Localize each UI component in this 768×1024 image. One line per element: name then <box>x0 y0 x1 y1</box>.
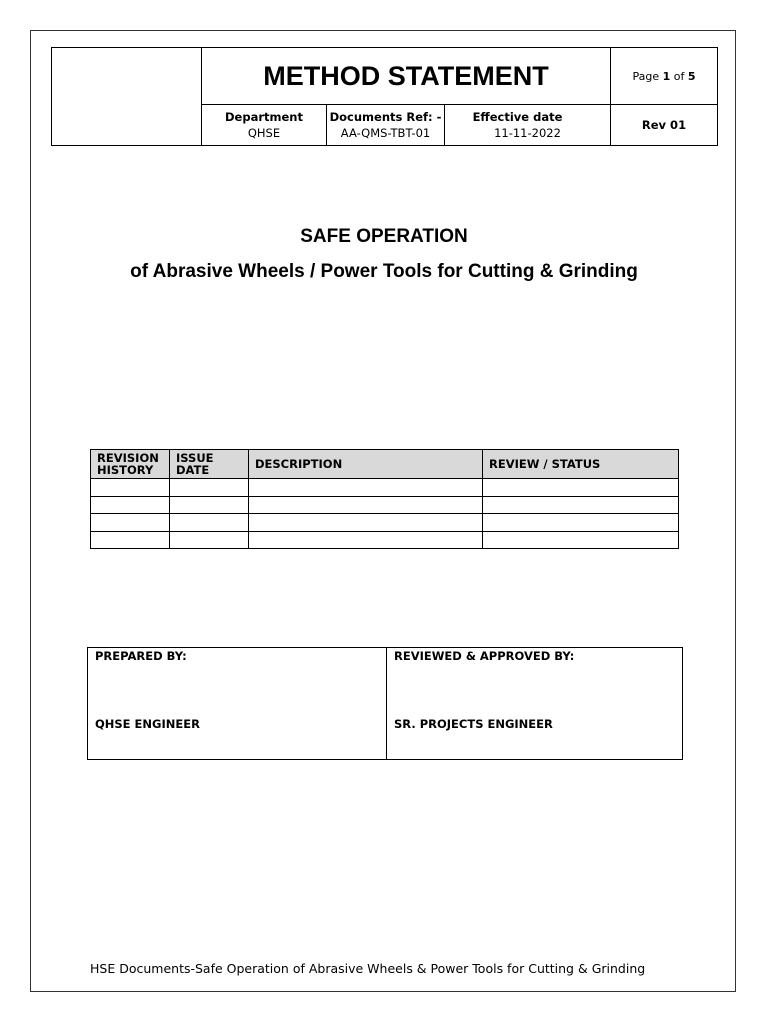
page-indicator <box>611 48 718 105</box>
table-cell <box>483 479 679 497</box>
table-row <box>91 531 679 549</box>
table-cell <box>91 479 170 497</box>
table-row <box>91 514 679 532</box>
table-row <box>91 496 679 514</box>
department-cell <box>202 105 327 146</box>
page-prefix: Page <box>632 69 663 83</box>
approved-by-label: REVIEWED & APPROVED BY: <box>394 649 575 663</box>
docref-value: AA-QMS-TBT-01 <box>340 126 431 140</box>
effective-date-cell <box>445 105 611 146</box>
table-cell <box>483 531 679 549</box>
page-footer: HSE Documents-Safe Operation of Abrasive Wheels & Power Tools for Cutting & Grinding <box>90 961 646 976</box>
docref-label: Documents Ref: - <box>329 110 442 124</box>
table-cell <box>91 514 170 532</box>
col-revision-history: REVISION HISTORY <box>91 450 170 479</box>
table-cell <box>170 496 249 514</box>
logo-area <box>52 48 202 146</box>
signoff-table <box>87 647 683 760</box>
revision-number: Rev 01 <box>611 105 718 146</box>
table-cell <box>170 479 249 497</box>
table-cell <box>249 514 483 532</box>
approved-by-role: SR. PROJECTS ENGINEER <box>394 717 553 731</box>
table-cell <box>483 496 679 514</box>
prepared-by-cell <box>88 648 387 760</box>
document-type-title: METHOD STATEMENT <box>202 48 611 105</box>
page-separator: of <box>670 69 688 83</box>
effective-date-label: Effective date <box>472 110 563 124</box>
table-cell <box>249 496 483 514</box>
document-subtitle: of Abrasive Wheels / Power Tools for Cutting & Grinding <box>130 261 638 282</box>
col-review-status: REVIEW / STATUS <box>483 450 679 479</box>
table-cell <box>483 514 679 532</box>
table-cell <box>91 531 170 549</box>
document-header <box>51 47 718 146</box>
table-cell <box>249 479 483 497</box>
table-cell <box>170 514 249 532</box>
table-cell <box>249 531 483 549</box>
table-cell <box>91 496 170 514</box>
revision-history-table <box>90 449 679 549</box>
prepared-by-label: PREPARED BY: <box>95 649 187 663</box>
department-value: QHSE <box>247 126 281 140</box>
page-current: 1 <box>662 69 671 83</box>
table-row <box>91 479 679 497</box>
col-description: DESCRIPTION <box>249 450 483 479</box>
docref-cell <box>327 105 445 146</box>
approved-by-cell <box>387 648 683 760</box>
page-total: 5 <box>687 69 696 83</box>
prepared-by-role: QHSE ENGINEER <box>95 717 200 731</box>
table-cell <box>170 531 249 549</box>
col-issue-date: ISSUE DATE <box>170 450 249 479</box>
revision-header-row <box>91 450 679 479</box>
document-title: SAFE OPERATION <box>300 226 468 247</box>
department-label: Department <box>225 110 303 124</box>
effective-date-value: 11-11-2022 <box>494 126 561 140</box>
